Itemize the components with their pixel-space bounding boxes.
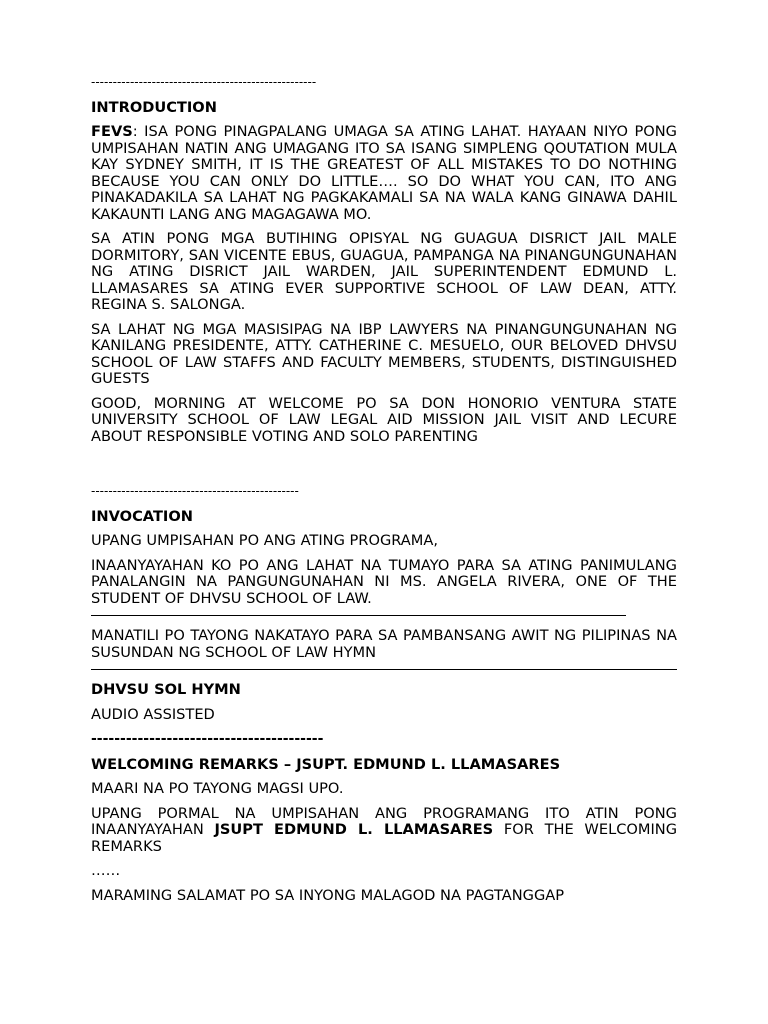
ellipsis: …… <box>91 862 121 879</box>
welcome-paragraph-2-text-a: UPANG PORMAL NA UMPISAHAN ANG PROGRAMANG ITO ATIN PONG INAANYAYAHAN <box>91 804 677 838</box>
anthem-paragraph: MANATILI PO TAYONG NAKATAYO PARA SA PAMBANSANG AWIT NG PILIPINAS NA SUSUNDAN NG SCHOOL OF LAW HYMN <box>91 627 677 661</box>
speaker-label: FEVS <box>91 123 133 140</box>
spacer <box>91 453 677 483</box>
welcome-paragraph-2-text-b: FOR THE WELCOMING REMARKS <box>91 821 677 855</box>
dash-separator: ------------------------------------------------ <box>91 484 299 498</box>
horizontal-rule <box>91 615 626 616</box>
welcome-paragraph-1: MAARI NA PO TAYONG MAGSI UPO. <box>91 780 344 797</box>
document-page <box>91 74 677 912</box>
dash-separator: ---------------------------------------------------- <box>91 75 317 89</box>
horizontal-rule <box>91 669 677 670</box>
invocation-heading: INVOCATION <box>91 507 193 525</box>
welcoming-remarks-heading: WELCOMING REMARKS – JSUPT. EDMUND L. LLAMASARES <box>91 755 561 773</box>
speaker-name: JSUPT EDMUND L. LLAMASARES <box>214 821 494 838</box>
introduction-paragraph-3: SA LAHAT NG MGA MASISIPAG NA IBP LAWYERS NA PINANGUNGUNAHAN NG KANILANG PRESIDENTE, ATTY. CATHERINE C. MESUELO, OUR BELOVED DHVSU SCHOOL OF LAW STAFFS AND FACULTY MEMBERS, STUDENTS, DISTINGUISHED GUESTS <box>91 320 677 387</box>
introduction-heading: INTRODUCTION <box>91 98 217 116</box>
hymn-paragraph: AUDIO ASSISTED <box>91 705 215 723</box>
closing-paragraph: MARAMING SALAMAT PO SA INYONG MALAGOD NA PAGTANGGAP <box>91 886 565 904</box>
introduction-paragraph-2: SA ATIN PONG MGA BUTIHING OPISYAL NG GUAGUA DISRICT JAIL MALE DORMITORY, SAN VICENTE EBUS, GUAGUA, PAMPANGA NA PINANGUNGUNAHAN NG ATING DISRICT JAIL WARDEN, JAIL SUPERINTENDENT EDMUND L. LLAMASARES SA ATING EVER SUPPORTIVE SCHOOL OF LAW DEAN, ATTY. REGINA S. SALONGA. <box>91 230 677 313</box>
dash-separator: ---------------------------------------- <box>91 731 324 747</box>
introduction-paragraph-1-text: : ISA PONG PINAGPALANG UMAGA SA ATING LAHAT. HAYAAN NIYO PONG UMPISAHAN NATIN ANG UMAGANG ITO SA ISANG SIMPLENG QOUTATION MULA KAY SYDNEY SMITH, IT IS THE GREATEST OF ALL MISTAKES TO DO NOTHING BECAUSE YOU CAN ONLY DO LITTLE…. SO DO WHAT YOU CAN, ITO ANG PINAKADAKILA SA LAHAT NG PAGKAKAMALI SA NA WALA KANG GINAWA DAHIL KAKAUNTI LANG ANG MAGAGAWA MO. <box>91 123 677 223</box>
welcome-paragraph-2 <box>91 806 677 856</box>
introduction-paragraph-4: GOOD, MORNING AT WELCOME PO SA DON HONORIO VENTURA STATE UNIVERSITY SCHOOL OF LAW LEGAL AID MISSION JAIL VISIT AND LECURE ABOUT RESPONSIBLE VOTING AND SOLO PARENTING <box>91 394 677 445</box>
invocation-paragraph-2: INAANYAYAHAN KO PO ANG LAHAT NA TUMAYO PARA SA ATING PANIMULANG PANALANGIN NA PANGUNGUNAHAN NI MS. ANGELA RIVERA, ONE OF THE STUDENT OF DHVSU SCHOOL OF LAW. <box>91 556 677 607</box>
invocation-paragraph-1: UPANG UMPISAHAN PO ANG ATING PROGRAMA, <box>91 532 438 549</box>
hymn-heading: DHVSU SOL HYMN <box>91 681 241 698</box>
introduction-paragraph-1 <box>91 124 677 223</box>
